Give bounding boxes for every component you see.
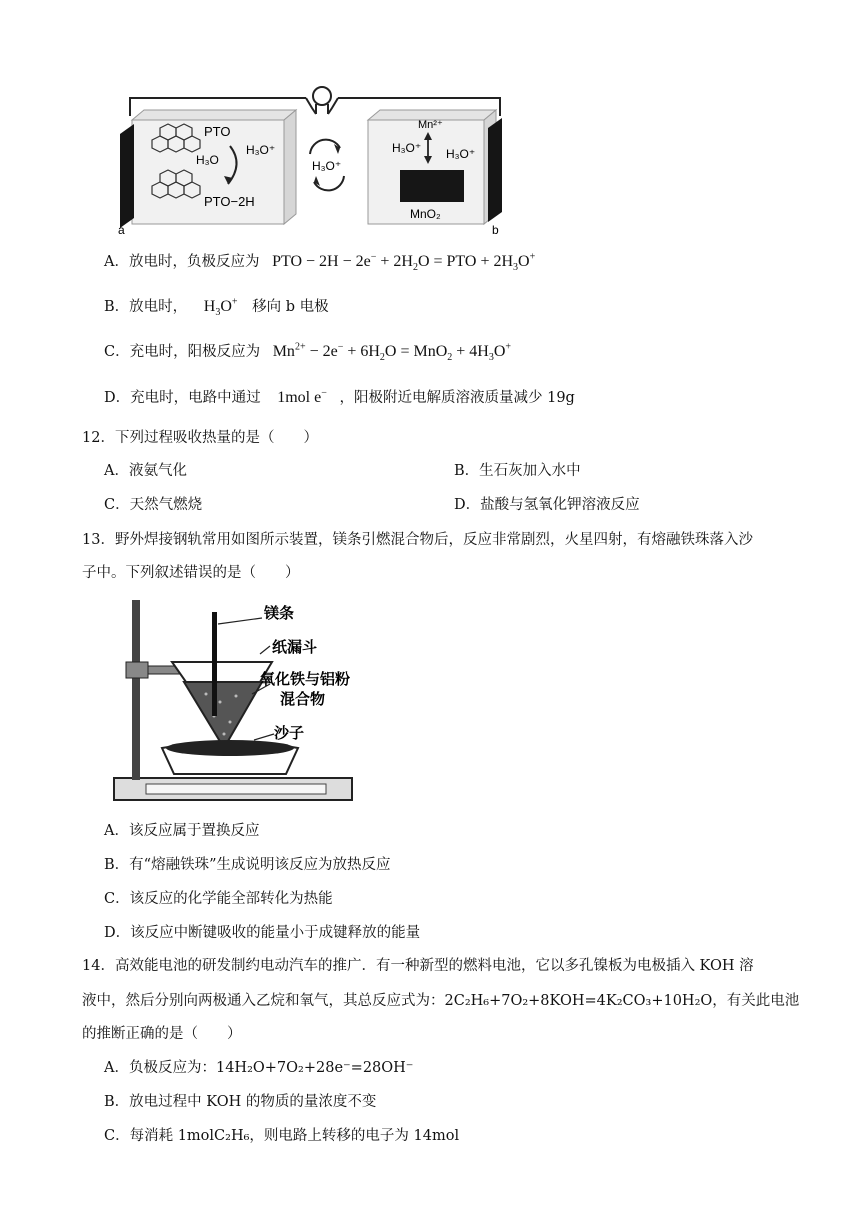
q12-stem: 12．下列过程吸收热量的是（ ） — [82, 430, 318, 446]
q12-option-d: D．盐酸与氢氧化钾溶液反应 — [454, 497, 640, 513]
label-mixture-line1: 氧化铁与铝粉 — [260, 671, 351, 688]
q14-stem-line1: 14．高效能电池的研发制约电动汽车的推广．有一种新型的燃料电池，它以多孔镍板为电极插入 KOH 溶 — [82, 958, 754, 974]
label-mixture-line2: 混合物 — [280, 691, 326, 708]
label-paper-funnel: 纸漏斗 — [272, 639, 318, 656]
label-h3o-right-out: H₃O⁺ — [446, 147, 476, 161]
label-magnesium-strip: 镁条 — [264, 605, 295, 622]
thermite-apparatus-diagram — [110, 598, 360, 804]
q13-option-a: A．该反应属于置换反应 — [104, 823, 260, 839]
label-mn2: Mn²⁺ — [418, 119, 443, 131]
label-h3o-left-in: H₃O — [196, 153, 219, 167]
q13-stem-line1: 13．野外焊接钢轨常用如图所示装置，镁条引燃混合物后，反应非常剧烈，火星四射，有熔融铁珠落入沙 — [82, 532, 753, 548]
label-h3o-mid: H₃O⁺ — [312, 159, 342, 173]
q14-option-b: B．放电过程中 KOH 的物质的量浓度不变 — [104, 1094, 377, 1110]
q11-option-b: B．放电时， $H_3O^+$ 移向 b 电极 — [104, 296, 329, 319]
label-mno2: MnO₂ — [410, 207, 441, 221]
label-pto: PTO — [204, 124, 231, 139]
q13-stem-line2: 子中。下列叙述错误的是（ ） — [82, 565, 300, 581]
q13-option-d: D．该反应中断键吸收的能量小于成键释放的能量 — [104, 925, 421, 941]
q11-option-c: C．充电时，阳极反应为 $Mn^{2+} - 2e^- + 6H_2O = MnO_2 + 4H_3O^+$ — [104, 341, 512, 364]
label-electrode-b: b — [492, 223, 499, 236]
label-h3o-left-out: H₃O⁺ — [246, 143, 276, 157]
battery-diagram — [112, 84, 516, 236]
q14-stem-line2: 液中，然后分别向两极通入乙烷和氧气，其总反应式为：2C₂H₆+7O₂+8KOH=4K₂CO₃+10H₂O，有关此电池 — [82, 993, 800, 1009]
q12-option-c: C．天然气燃烧 — [104, 497, 203, 513]
q13-option-c: C．该反应的化学能全部转化为热能 — [104, 891, 333, 907]
q13-option-b: B．有“熔融铁珠”生成说明该反应为放热反应 — [104, 857, 391, 873]
label-h3o-right-in: H₃O⁺ — [392, 141, 422, 155]
q14-stem-line3: 的推断正确的是（ ） — [82, 1026, 242, 1042]
q14-option-a: A．负极反应为：14H₂O+7O₂+28e⁻=28OH⁻ — [104, 1060, 414, 1076]
q12-option-a: A．液氨气化 — [104, 463, 187, 479]
q11-option-d: D．充电时，电路中通过 1mol e− ，阳极附近电解质溶液质量减少 19g — [104, 387, 575, 406]
q11-option-a: A．放电时，负极反应为 PTO − $2H - 2e^- + 2H_2O$ = PTO + $2H_3O^+$ — [104, 251, 536, 274]
label-electrode-a: a — [118, 223, 125, 236]
label-pto-2h: PTO−2H — [204, 194, 255, 209]
q14-option-c: C．每消耗 1molC₂H₆，则电路上转移的电子为 14mol — [104, 1128, 460, 1144]
q12-option-b: B．生石灰加入水中 — [454, 463, 581, 479]
label-sand: 沙子 — [274, 725, 305, 742]
